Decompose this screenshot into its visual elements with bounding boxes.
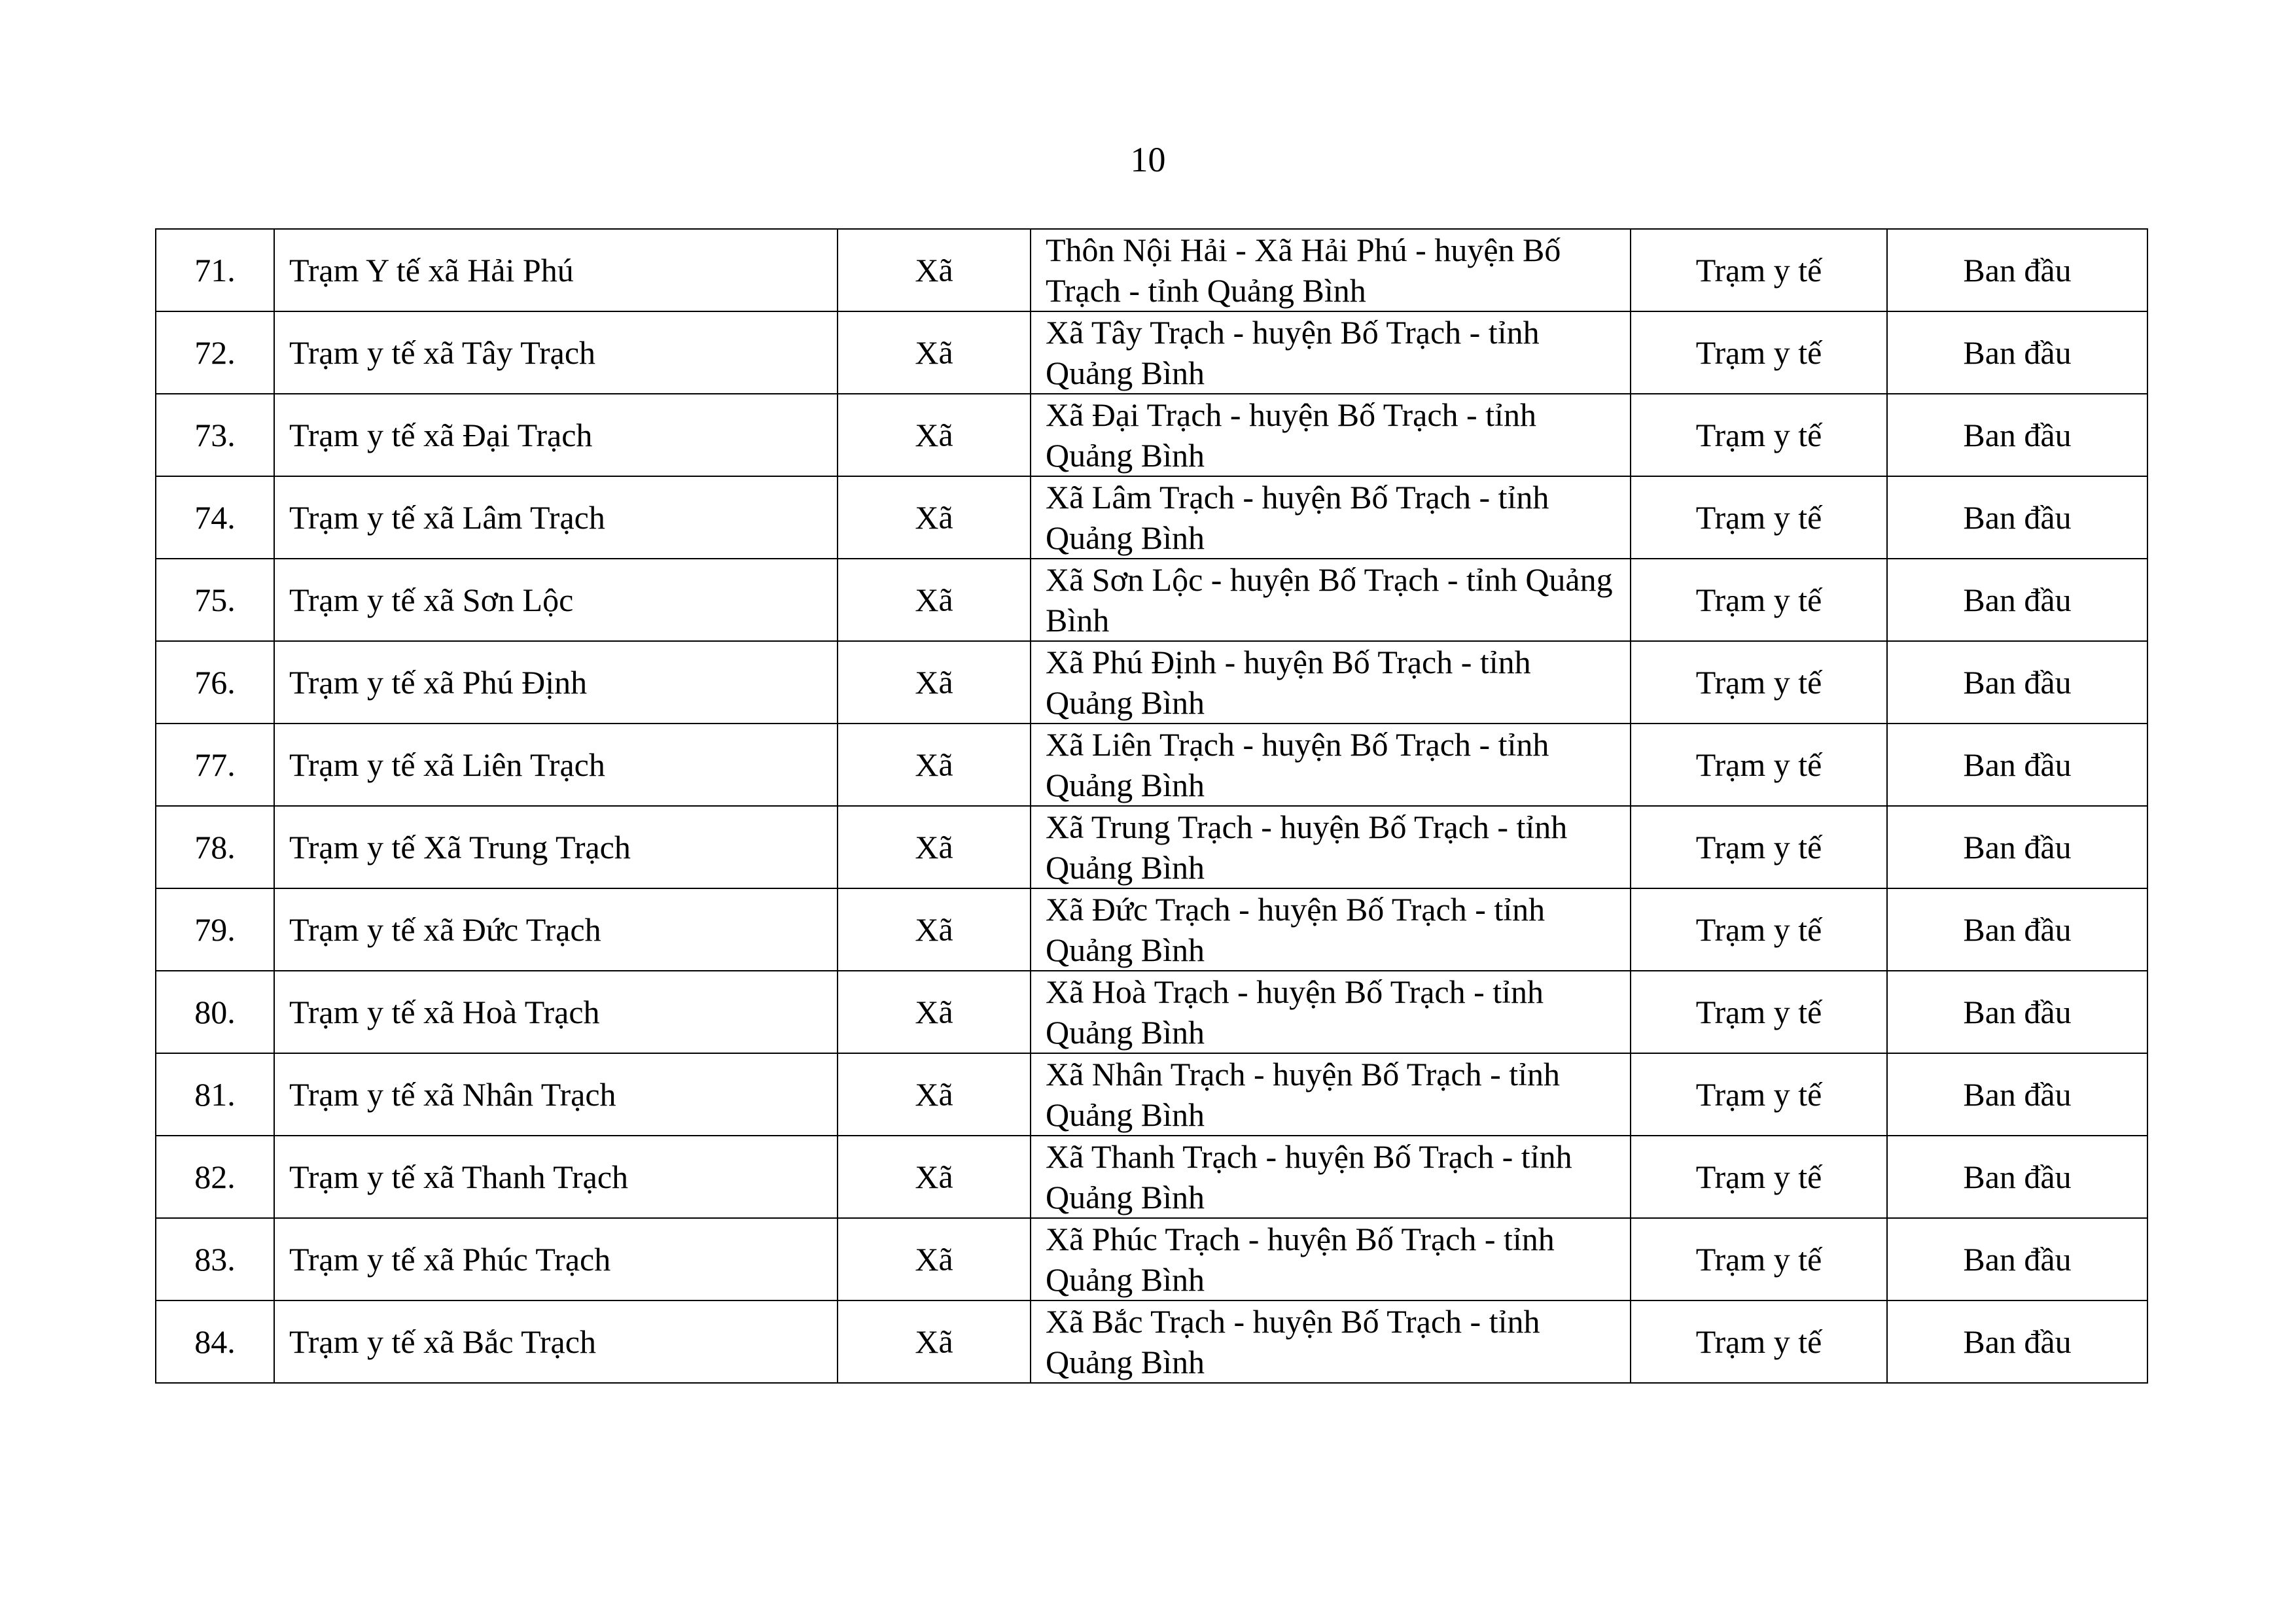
- facility-type-cell: Trạm y tế: [1631, 476, 1887, 559]
- level-cell: Xã: [838, 724, 1031, 806]
- level-cell: Xã: [838, 1136, 1031, 1218]
- facility-type-cell: Trạm y tế: [1631, 641, 1887, 724]
- facility-name-cell: Trạm y tế xã Đức Trạch: [274, 888, 838, 971]
- facility-name-cell: Trạm y tế xã Thanh Trạch: [274, 1136, 838, 1218]
- facility-name-cell: Trạm y tế xã Bắc Trạch: [274, 1300, 838, 1383]
- facility-name-cell: Trạm y tế xã Nhân Trạch: [274, 1053, 838, 1136]
- care-level-cell: Ban đầu: [1887, 1300, 2147, 1383]
- care-level-cell: Ban đầu: [1887, 394, 2147, 476]
- table-row: [156, 1218, 2147, 1300]
- row-number-cell: 81.: [156, 1053, 274, 1136]
- table-row: [156, 724, 2147, 806]
- facility-name-cell: Trạm y tế xã Liên Trạch: [274, 724, 838, 806]
- facility-type-cell: Trạm y tế: [1631, 724, 1887, 806]
- table-row: [156, 888, 2147, 971]
- table-row: [156, 311, 2147, 394]
- care-level-cell: Ban đầu: [1887, 888, 2147, 971]
- facility-type-cell: Trạm y tế: [1631, 1300, 1887, 1383]
- table-row: [156, 1136, 2147, 1218]
- level-cell: Xã: [838, 1218, 1031, 1300]
- address-cell: Xã Nhân Trạch - huyện Bố Trạch - tỉnh Quảng Bình: [1031, 1053, 1631, 1136]
- facility-type-cell: Trạm y tế: [1631, 559, 1887, 641]
- address-cell: Xã Đại Trạch - huyện Bố Trạch - tỉnh Quảng Bình: [1031, 394, 1631, 476]
- level-cell: Xã: [838, 559, 1031, 641]
- address-cell: Xã Sơn Lộc - huyện Bố Trạch - tỉnh Quảng Bình: [1031, 559, 1631, 641]
- facility-type-cell: Trạm y tế: [1631, 888, 1887, 971]
- table-row: [156, 1053, 2147, 1136]
- facility-name-cell: Trạm y tế xã Hoà Trạch: [274, 971, 838, 1053]
- level-cell: Xã: [838, 394, 1031, 476]
- row-number-cell: 77.: [156, 724, 274, 806]
- facility-table: [155, 228, 2148, 1384]
- level-cell: Xã: [838, 806, 1031, 888]
- facility-type-cell: Trạm y tế: [1631, 971, 1887, 1053]
- facility-type-cell: Trạm y tế: [1631, 229, 1887, 311]
- care-level-cell: Ban đầu: [1887, 1053, 2147, 1136]
- address-cell: Xã Đức Trạch - huyện Bố Trạch - tỉnh Quảng Bình: [1031, 888, 1631, 971]
- address-cell: Thôn Nội Hải - Xã Hải Phú - huyện Bố Trạch - tỉnh Quảng Bình: [1031, 229, 1631, 311]
- care-level-cell: Ban đầu: [1887, 806, 2147, 888]
- row-number-cell: 80.: [156, 971, 274, 1053]
- care-level-cell: Ban đầu: [1887, 229, 2147, 311]
- level-cell: Xã: [838, 641, 1031, 724]
- facility-name-cell: Trạm Y tế xã Hải Phú: [274, 229, 838, 311]
- level-cell: Xã: [838, 1300, 1031, 1383]
- row-number-cell: 75.: [156, 559, 274, 641]
- facility-name-cell: Trạm y tế xã Phú Định: [274, 641, 838, 724]
- row-number-cell: 71.: [156, 229, 274, 311]
- row-number-cell: 78.: [156, 806, 274, 888]
- address-cell: Xã Bắc Trạch - huyện Bố Trạch - tỉnh Quảng Bình: [1031, 1300, 1631, 1383]
- row-number-cell: 83.: [156, 1218, 274, 1300]
- row-number-cell: 84.: [156, 1300, 274, 1383]
- row-number-cell: 79.: [156, 888, 274, 971]
- page-number: 10: [1130, 140, 1166, 179]
- table-row: [156, 476, 2147, 559]
- table-body: [156, 229, 2147, 1383]
- level-cell: Xã: [838, 311, 1031, 394]
- facility-type-cell: Trạm y tế: [1631, 394, 1887, 476]
- care-level-cell: Ban đầu: [1887, 559, 2147, 641]
- care-level-cell: Ban đầu: [1887, 971, 2147, 1053]
- facility-type-cell: Trạm y tế: [1631, 311, 1887, 394]
- facility-type-cell: Trạm y tế: [1631, 1053, 1887, 1136]
- row-number-cell: 74.: [156, 476, 274, 559]
- level-cell: Xã: [838, 229, 1031, 311]
- facility-name-cell: Trạm y tế xã Phúc Trạch: [274, 1218, 838, 1300]
- row-number-cell: 82.: [156, 1136, 274, 1218]
- table-row: [156, 806, 2147, 888]
- care-level-cell: Ban đầu: [1887, 1136, 2147, 1218]
- table-row: [156, 641, 2147, 724]
- facility-name-cell: Trạm y tế xã Lâm Trạch: [274, 476, 838, 559]
- row-number-cell: 73.: [156, 394, 274, 476]
- facility-name-cell: Trạm y tế xã Tây Trạch: [274, 311, 838, 394]
- address-cell: Xã Tây Trạch - huyện Bố Trạch - tỉnh Quảng Bình: [1031, 311, 1631, 394]
- level-cell: Xã: [838, 888, 1031, 971]
- level-cell: Xã: [838, 971, 1031, 1053]
- facility-type-cell: Trạm y tế: [1631, 1218, 1887, 1300]
- level-cell: Xã: [838, 476, 1031, 559]
- address-cell: Xã Liên Trạch - huyện Bố Trạch - tỉnh Quảng Bình: [1031, 724, 1631, 806]
- address-cell: Xã Lâm Trạch - huyện Bố Trạch - tỉnh Quảng Bình: [1031, 476, 1631, 559]
- address-cell: Xã Hoà Trạch - huyện Bố Trạch - tỉnh Quảng Bình: [1031, 971, 1631, 1053]
- facility-name-cell: Trạm y tế Xã Trung Trạch: [274, 806, 838, 888]
- facility-name-cell: Trạm y tế xã Đại Trạch: [274, 394, 838, 476]
- address-cell: Xã Thanh Trạch - huyện Bố Trạch - tỉnh Quảng Bình: [1031, 1136, 1631, 1218]
- care-level-cell: Ban đầu: [1887, 1218, 2147, 1300]
- care-level-cell: Ban đầu: [1887, 476, 2147, 559]
- address-cell: Xã Trung Trạch - huyện Bố Trạch - tỉnh Quảng Bình: [1031, 806, 1631, 888]
- care-level-cell: Ban đầu: [1887, 641, 2147, 724]
- facility-type-cell: Trạm y tế: [1631, 1136, 1887, 1218]
- care-level-cell: Ban đầu: [1887, 724, 2147, 806]
- table-row: [156, 559, 2147, 641]
- table-row: [156, 971, 2147, 1053]
- table-row: [156, 1300, 2147, 1383]
- care-level-cell: Ban đầu: [1887, 311, 2147, 394]
- facility-name-cell: Trạm y tế xã Sơn Lộc: [274, 559, 838, 641]
- level-cell: Xã: [838, 1053, 1031, 1136]
- facility-type-cell: Trạm y tế: [1631, 806, 1887, 888]
- table-row: [156, 394, 2147, 476]
- row-number-cell: 76.: [156, 641, 274, 724]
- address-cell: Xã Phú Định - huyện Bố Trạch - tỉnh Quảng Bình: [1031, 641, 1631, 724]
- row-number-cell: 72.: [156, 311, 274, 394]
- address-cell: Xã Phúc Trạch - huyện Bố Trạch - tỉnh Quảng Bình: [1031, 1218, 1631, 1300]
- table-row: [156, 229, 2147, 311]
